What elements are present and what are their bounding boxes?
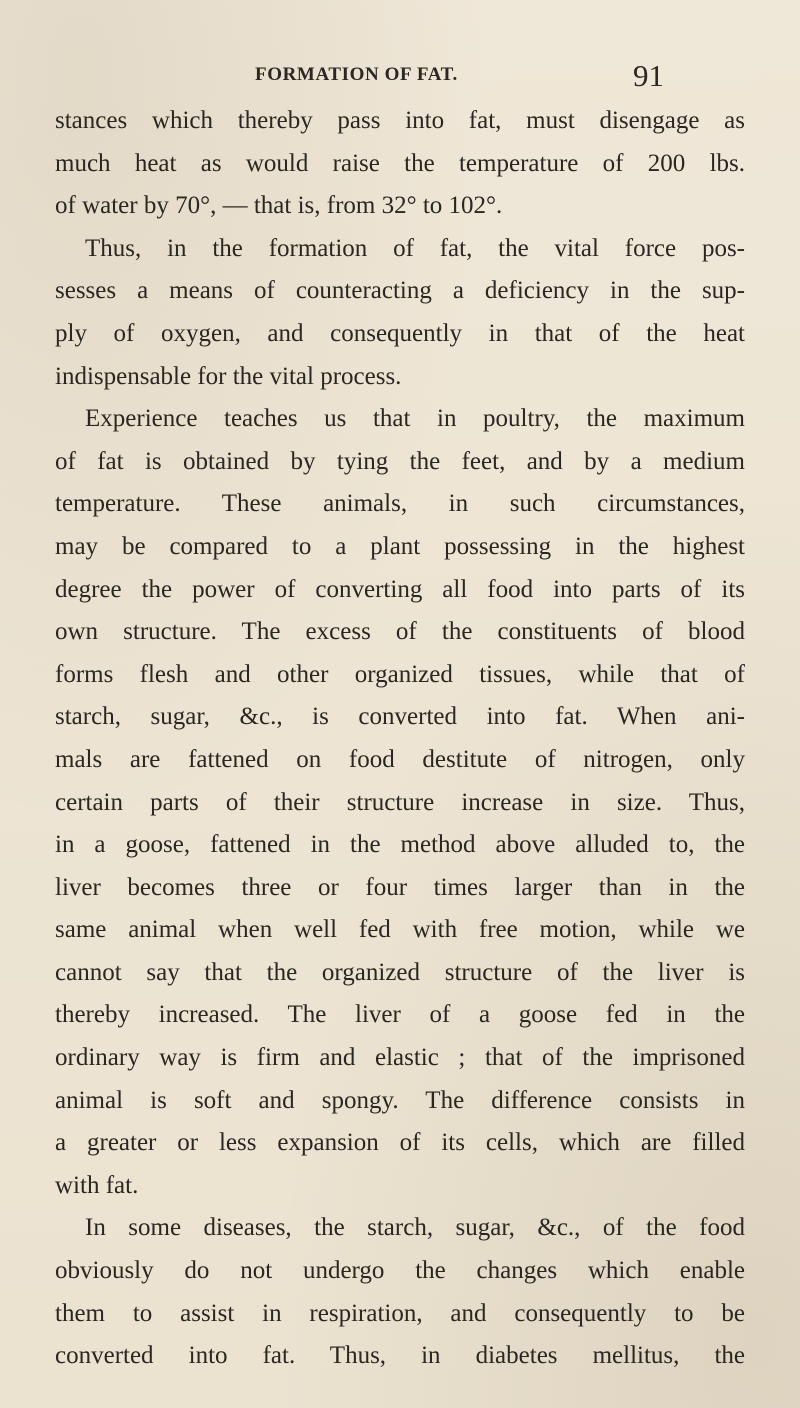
text-line: sesses a means of counteracting a deficiency in the sup- <box>55 277 745 305</box>
text-line: liver becomes three or four times larger than in the <box>55 873 745 901</box>
text-line: them to assist in respiration, and consequently to be <box>55 1299 745 1327</box>
text-line: indispensable for the vital process. <box>55 362 402 390</box>
text-line: much heat as would raise the temperature of 200 lbs. <box>55 149 745 177</box>
text-line: obviously do not undergo the changes which enable <box>55 1257 745 1285</box>
page-header <box>0 58 800 98</box>
text-line: ply of oxygen, and consequently in that of the heat <box>55 319 745 347</box>
text-line: in a goose, fattened in the method above alluded to, the <box>55 831 745 859</box>
text-line: cannot say that the organized structure of the liver is <box>55 958 745 986</box>
text-line: mals are fattened on food destitute of nitrogen, only <box>55 745 745 773</box>
text-line: same animal when well fed with free motion, while we <box>55 916 745 944</box>
paragraph-start-line: In some diseases, the starch, sugar, &c., of the food <box>85 1214 745 1242</box>
text-line: forms flesh and other organized tissues, while that of <box>55 660 745 688</box>
text-line: may be compared to a plant possessing in the highest <box>55 532 745 560</box>
paragraph-start-line: Experience teaches us that in poultry, the maximum <box>85 405 745 433</box>
body-text <box>55 100 745 1378</box>
text-line: temperature. These animals, in such circumstances, <box>55 490 745 518</box>
text-line: own structure. The excess of the constituents of blood <box>55 618 745 646</box>
text-line: converted into fat. Thus, in diabetes mellitus, the <box>55 1342 745 1370</box>
text-line: certain parts of their structure increase in size. Thus, <box>55 788 745 816</box>
text-line: of water by 70°, — that is, from 32° to 102°. <box>55 192 503 220</box>
text-line: of fat is obtained by tying the feet, and by a medium <box>55 447 745 475</box>
text-line: with fat. <box>55 1171 139 1199</box>
text-line: animal is soft and spongy. The difference consists in <box>55 1086 745 1114</box>
text-line: degree the power of converting all food into parts of its <box>55 575 745 603</box>
text-line: a greater or less expansion of its cells, which are filled <box>55 1129 745 1157</box>
running-title: FORMATION OF FAT. <box>255 64 458 85</box>
text-line: starch, sugar, &c., is converted into fat. When ani- <box>55 703 745 731</box>
paragraph-start-line: Thus, in the formation of fat, the vital force pos- <box>85 234 745 262</box>
page-number: 91 <box>633 58 664 93</box>
text-line: thereby increased. The liver of a goose fed in the <box>55 1001 745 1029</box>
text-line: ordinary way is firm and elastic ; that of the imprisoned <box>55 1044 745 1072</box>
text-line: stances which thereby pass into fat, must disengage as <box>55 107 745 134</box>
